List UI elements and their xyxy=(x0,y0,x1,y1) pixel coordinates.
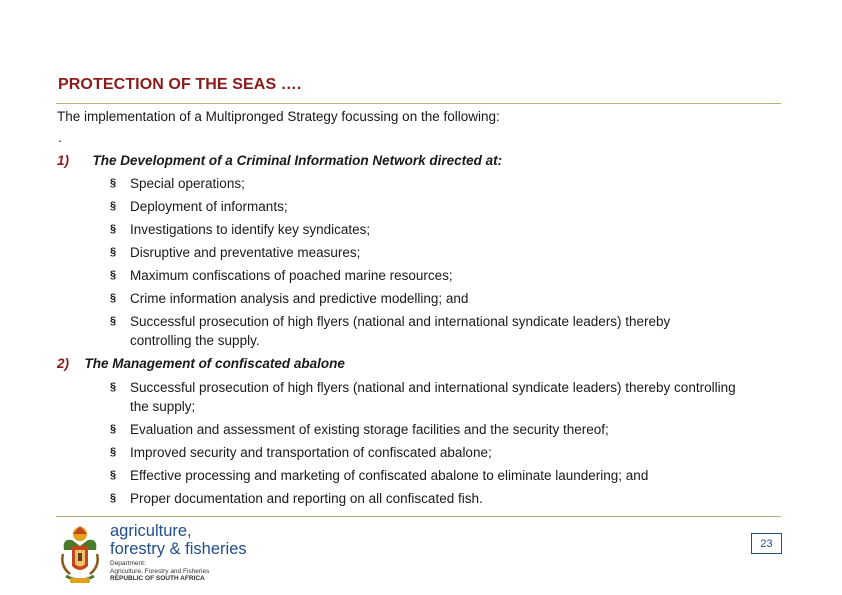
list-item: § Crime information analysis and predictive modelling; and xyxy=(110,291,469,306)
section-1-heading xyxy=(57,153,502,168)
bullet-icon: § xyxy=(110,292,117,304)
bullet-icon: § xyxy=(110,446,117,458)
section-1-title: The Development of a Criminal Information Network directed at: xyxy=(92,153,503,168)
list-item: § Investigations to identify key syndicates; xyxy=(110,222,371,237)
bullet-icon: § xyxy=(110,246,117,258)
footer-divider xyxy=(56,516,781,517)
list-item: § Effective processing and marketing of confiscated abalone to eliminate laundering; and xyxy=(110,468,649,483)
list-item: § Disruptive and preventative measures; xyxy=(110,245,361,260)
intro-dot: . xyxy=(58,130,62,145)
section-2-heading xyxy=(57,356,345,371)
bullet-icon: § xyxy=(110,269,117,281)
department-line-2: forestry & fisheries xyxy=(110,540,247,558)
bullet-icon: § xyxy=(110,177,117,189)
list-item: § Improved security and transportation of confiscated abalone; xyxy=(110,445,492,460)
section-1-bullets xyxy=(110,174,730,354)
department-line-1: agriculture, xyxy=(110,522,192,540)
section-2-bullets xyxy=(110,378,750,512)
slide-title: PROTECTION OF THE SEAS …. xyxy=(58,76,302,93)
bullet-icon: § xyxy=(110,200,117,212)
department-logo-text xyxy=(110,522,247,558)
list-item: § Special operations; xyxy=(110,176,245,191)
list-item: § Deployment of informants; xyxy=(110,199,288,214)
list-item: § Successful prosecution of high flyers (national and international syndicate leaders) thereby controlling the supply. xyxy=(110,314,671,348)
section-1-number: 1) xyxy=(57,153,70,168)
section-2-number: 2) xyxy=(57,356,70,371)
list-item: § Successful prosecution of high flyers (national and international syndicate leaders) thereby controlling the supply; xyxy=(110,380,736,414)
page-number: 23 xyxy=(751,533,782,554)
list-item: § Evaluation and assessment of existing storage facilities and the security thereof; xyxy=(110,422,609,437)
bullet-icon: § xyxy=(110,469,117,481)
bullet-icon: § xyxy=(110,223,117,235)
list-item: § Proper documentation and reporting on all confiscated fish. xyxy=(110,491,483,506)
section-2-title: The Management of confiscated abalone xyxy=(84,356,345,371)
title-divider xyxy=(56,103,781,104)
bullet-icon: § xyxy=(110,423,117,435)
coat-of-arms-icon xyxy=(58,524,102,586)
department-subtitle: Department: Agriculture, Forestry and Fisheries REPUBLIC OF SOUTH AFRICA xyxy=(110,560,210,582)
bullet-icon: § xyxy=(110,492,117,504)
intro-text: The implementation of a Multipronged Strategy focussing on the following: xyxy=(57,109,500,124)
bullet-icon: § xyxy=(110,315,117,327)
bullet-icon: § xyxy=(110,381,117,393)
list-item: § Maximum confiscations of poached marine resources; xyxy=(110,268,453,283)
